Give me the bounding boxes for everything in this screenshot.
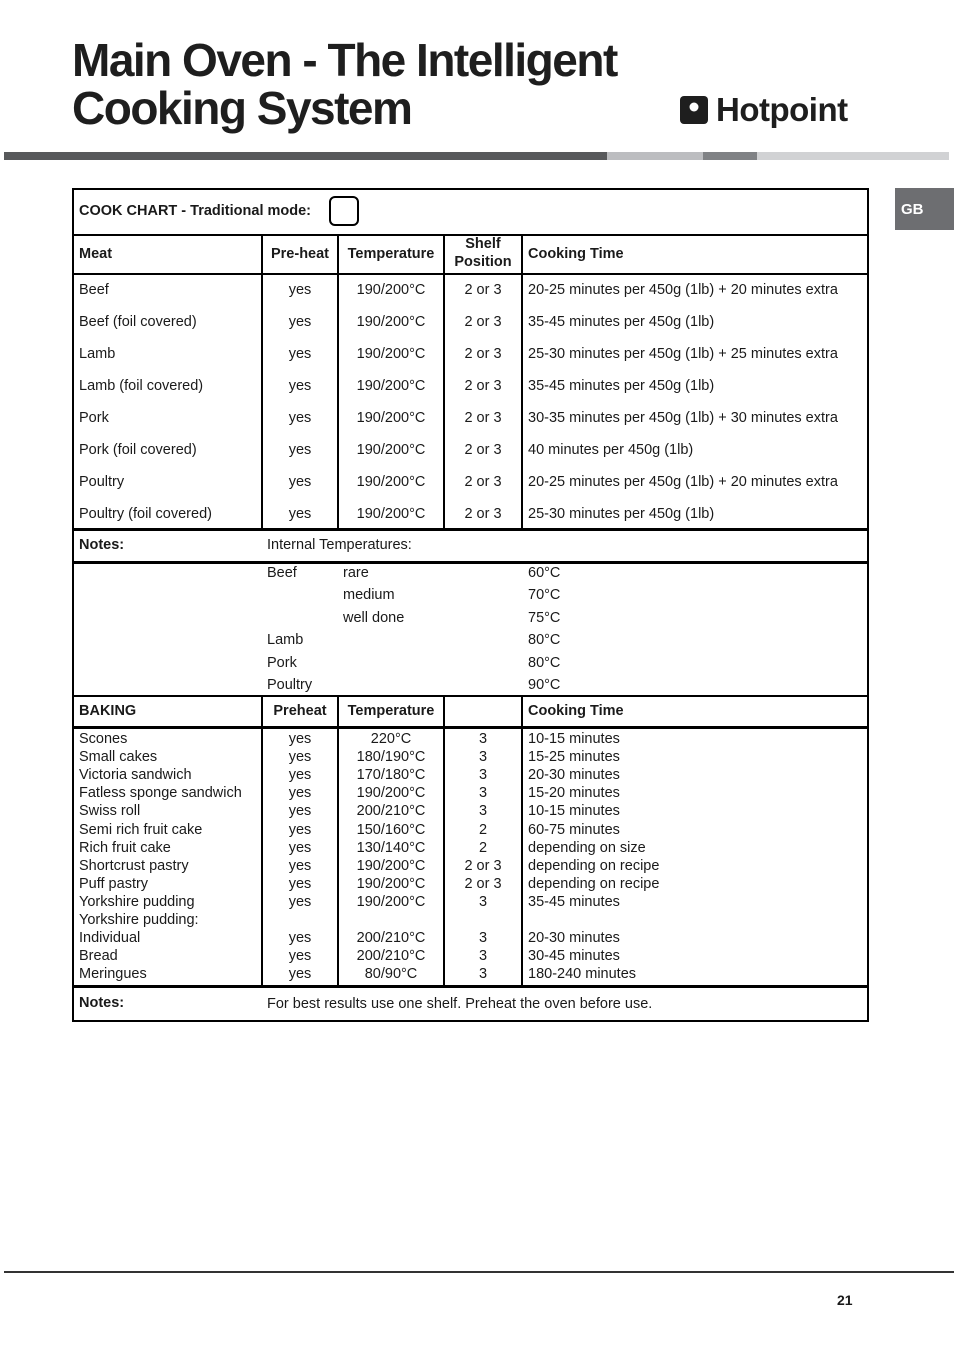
meat-temperature: 190/200°C — [356, 314, 426, 330]
page-title-line-1: Main Oven - The Intelligent — [72, 34, 617, 86]
meat-preheat: yes — [288, 410, 312, 426]
meat-cooking-time: 20-25 minutes per 450g (1lb) + 20 minutes extra — [528, 474, 838, 490]
meat-shelf-position: 2 or 3 — [464, 314, 502, 330]
meat-preheat: yes — [288, 474, 312, 490]
meat-item: Beef (foil covered) — [79, 314, 197, 330]
baking-item: Yorkshire pudding — [79, 893, 195, 910]
table-divider — [74, 695, 867, 697]
meat-shelf-position: 2 or 3 — [464, 282, 502, 298]
baking-cooking-time: 20-30 minutes — [528, 930, 620, 947]
baking-preheat: yes — [288, 930, 312, 947]
header-rule-segment — [607, 152, 703, 160]
meat-preheat: yes — [288, 378, 312, 394]
internal-temperatures-label: Internal Temperatures: — [267, 537, 412, 553]
baking-item: Meringues — [79, 966, 147, 983]
baking-cooking-time: 10-15 minutes — [528, 803, 620, 820]
brand-name: Hotpoint — [716, 91, 848, 128]
header-rule-segment — [703, 152, 757, 160]
baking-temperature: 180/190°C — [356, 749, 426, 766]
meat-shelf-position: 2 or 3 — [464, 346, 502, 362]
baking-item: Semi rich fruit cake — [79, 821, 203, 838]
header-baking: BAKING — [79, 703, 137, 719]
baking-item: Shortcrust pastry — [79, 857, 189, 874]
baking-notes-text: For best results use one shelf. Preheat the oven before use. — [267, 996, 653, 1012]
baking-shelf-position: 3 — [478, 785, 488, 802]
baking-preheat: yes — [288, 948, 312, 965]
baking-item: Swiss roll — [79, 803, 141, 820]
internal-temp-meat: Beef — [267, 565, 297, 581]
baking-item: Yorkshire pudding: — [79, 912, 199, 928]
baking-shelf-position: 2 or 3 — [464, 875, 502, 892]
baking-cooking-time: 180-240 minutes — [528, 966, 637, 983]
meat-item: Lamb (foil covered) — [79, 378, 204, 394]
baking-preheat: yes — [288, 821, 312, 838]
baking-shelf-position: 3 — [478, 966, 488, 983]
table-divider — [74, 985, 867, 988]
baking-preheat: yes — [288, 731, 312, 747]
table-divider — [74, 528, 867, 531]
baking-cooking-time: 30-45 minutes — [528, 948, 620, 965]
baking-notes-label: Notes: — [79, 995, 125, 1011]
header-shelf-line-2: Position — [454, 254, 512, 270]
internal-temp-doneness: well done — [343, 609, 405, 626]
meat-cooking-time: 40 minutes per 450g (1lb) — [528, 442, 694, 458]
page-number: 21 — [837, 1292, 853, 1308]
baking-preheat: yes — [288, 875, 312, 892]
baking-temperature: 150/160°C — [356, 821, 426, 838]
baking-cooking-time: 35-45 minutes — [528, 893, 620, 910]
baking-preheat: yes — [288, 749, 312, 766]
brand-logo — [680, 92, 848, 128]
meat-cooking-time: 35-45 minutes per 450g (1lb) — [528, 378, 715, 394]
baking-item: Rich fruit cake — [79, 839, 171, 856]
internal-temp-meat: Poultry — [267, 677, 313, 693]
baking-preheat: yes — [288, 767, 312, 784]
internal-temp-doneness: medium — [343, 587, 395, 604]
header-baking-preheat: Preheat — [273, 703, 327, 719]
meat-temperature: 190/200°C — [356, 442, 426, 458]
baking-preheat: yes — [288, 966, 312, 983]
meat-item: Pork (foil covered) — [79, 442, 197, 458]
baking-cooking-time: depending on recipe — [528, 875, 660, 892]
meat-preheat: yes — [288, 442, 312, 458]
internal-temp-doneness: rare — [343, 565, 369, 581]
baking-temperature: 200/210°C — [356, 930, 426, 947]
header-cooking-time: Cooking Time — [528, 246, 624, 262]
meat-temperature: 190/200°C — [356, 410, 426, 426]
notes-label: Notes: — [79, 537, 125, 553]
page-title-line-2: Cooking System — [72, 82, 412, 134]
hotpoint-logo-icon — [680, 96, 708, 124]
baking-cooking-time: 60-75 minutes — [528, 821, 620, 838]
meat-item: Poultry — [79, 474, 125, 490]
meat-temperature: 190/200°C — [356, 378, 426, 394]
meat-shelf-position: 2 or 3 — [464, 474, 502, 490]
traditional-mode-icon — [329, 196, 359, 226]
baking-cooking-time: depending on recipe — [528, 857, 660, 874]
baking-temperature: 130/140°C — [356, 839, 426, 856]
meat-item: Poultry (foil covered) — [79, 506, 212, 522]
baking-temperature: 170/180°C — [356, 767, 426, 784]
internal-temp-value: 70°C — [528, 587, 561, 604]
column-divider — [521, 234, 523, 530]
baking-cooking-time: 15-20 minutes — [528, 785, 620, 802]
meat-temperature: 190/200°C — [356, 474, 426, 490]
baking-temperature: 80/90°C — [364, 966, 418, 983]
baking-preheat: yes — [288, 785, 312, 802]
baking-preheat: yes — [288, 839, 312, 856]
baking-cooking-time: depending on size — [528, 839, 646, 856]
baking-temperature: 190/200°C — [356, 857, 426, 874]
language-tab — [895, 188, 954, 230]
table-divider — [74, 561, 867, 564]
footer-rule — [4, 1271, 954, 1273]
baking-shelf-position: 3 — [478, 749, 488, 766]
table-divider — [74, 273, 867, 275]
header-meat: Meat — [79, 246, 113, 262]
baking-shelf-position: 3 — [478, 948, 488, 965]
meat-temperature: 190/200°C — [356, 506, 426, 522]
header-preheat: Pre-heat — [270, 246, 330, 262]
baking-item: Scones — [79, 731, 128, 747]
baking-shelf-position: 3 — [478, 767, 488, 784]
baking-temperature: 200/210°C — [356, 803, 426, 820]
internal-temp-value: 80°C — [528, 632, 561, 649]
meat-temperature: 190/200°C — [356, 346, 426, 362]
baking-preheat: yes — [288, 857, 312, 874]
baking-shelf-position: 3 — [478, 930, 488, 947]
meat-preheat: yes — [288, 346, 312, 362]
baking-temperature: 190/200°C — [356, 875, 426, 892]
baking-cooking-time: 15-25 minutes — [528, 749, 620, 766]
meat-cooking-time: 35-45 minutes per 450g (1lb) — [528, 314, 715, 330]
baking-item: Bread — [79, 948, 118, 965]
header-rule-segment — [4, 152, 607, 160]
internal-temp-value: 90°C — [528, 677, 561, 693]
header-rule-segment — [757, 152, 949, 160]
baking-temperature: 190/200°C — [356, 785, 426, 802]
meat-item: Beef — [79, 282, 109, 298]
baking-cooking-time: 20-30 minutes — [528, 767, 620, 784]
meat-shelf-position: 2 or 3 — [464, 442, 502, 458]
meat-shelf-position: 2 or 3 — [464, 506, 502, 522]
internal-temp-value: 60°C — [528, 565, 561, 581]
baking-item: Puff pastry — [79, 875, 149, 892]
baking-shelf-position: 2 or 3 — [464, 857, 502, 874]
baking-shelf-position: 2 — [478, 821, 488, 838]
meat-temperature: 190/200°C — [356, 282, 426, 298]
header-shelf-line-1: Shelf — [465, 236, 501, 252]
baking-cooking-time: 10-15 minutes — [528, 731, 620, 747]
meat-preheat: yes — [288, 314, 312, 330]
baking-preheat: yes — [288, 803, 312, 820]
internal-temp-meat: Pork — [267, 654, 297, 671]
baking-temperature: 190/200°C — [356, 893, 426, 910]
baking-temperature: 200/210°C — [356, 948, 426, 965]
cook-chart-heading: COOK CHART - Traditional mode: — [79, 203, 311, 219]
internal-temp-value: 80°C — [528, 654, 561, 671]
cook-chart-table — [72, 188, 869, 1022]
meat-item: Lamb — [79, 346, 116, 362]
header-temperature: Temperature — [347, 246, 435, 262]
meat-cooking-time: 25-30 minutes per 450g (1lb) + 25 minutes extra — [528, 346, 838, 362]
meat-shelf-position: 2 or 3 — [464, 410, 502, 426]
meat-preheat: yes — [288, 506, 312, 522]
baking-shelf-position: 3 — [478, 803, 488, 820]
meat-cooking-time: 30-35 minutes per 450g (1lb) + 30 minutes extra — [528, 410, 838, 426]
table-divider — [74, 726, 867, 729]
baking-item: Small cakes — [79, 749, 158, 766]
baking-item: Individual — [79, 930, 141, 947]
baking-item: Victoria sandwich — [79, 767, 192, 784]
header-baking-cooking-time: Cooking Time — [528, 703, 624, 719]
baking-temperature: 220°C — [370, 731, 412, 747]
baking-shelf-position: 3 — [478, 731, 488, 747]
baking-preheat: yes — [288, 893, 312, 910]
meat-shelf-position: 2 or 3 — [464, 378, 502, 394]
meat-cooking-time: 25-30 minutes per 450g (1lb) — [528, 506, 715, 522]
meat-cooking-time: 20-25 minutes per 450g (1lb) + 20 minutes extra — [528, 282, 838, 298]
page-title — [72, 36, 617, 132]
baking-shelf-position: 2 — [478, 839, 488, 856]
language-tab-label: GB — [901, 200, 924, 218]
meat-preheat: yes — [288, 282, 312, 298]
baking-shelf-position: 3 — [478, 893, 488, 910]
meat-item: Pork — [79, 410, 109, 426]
internal-temp-value: 75°C — [528, 609, 561, 626]
baking-item: Fatless sponge sandwich — [79, 785, 242, 802]
header-baking-temperature: Temperature — [347, 703, 435, 719]
internal-temp-meat: Lamb — [267, 632, 304, 649]
column-divider — [521, 695, 523, 986]
